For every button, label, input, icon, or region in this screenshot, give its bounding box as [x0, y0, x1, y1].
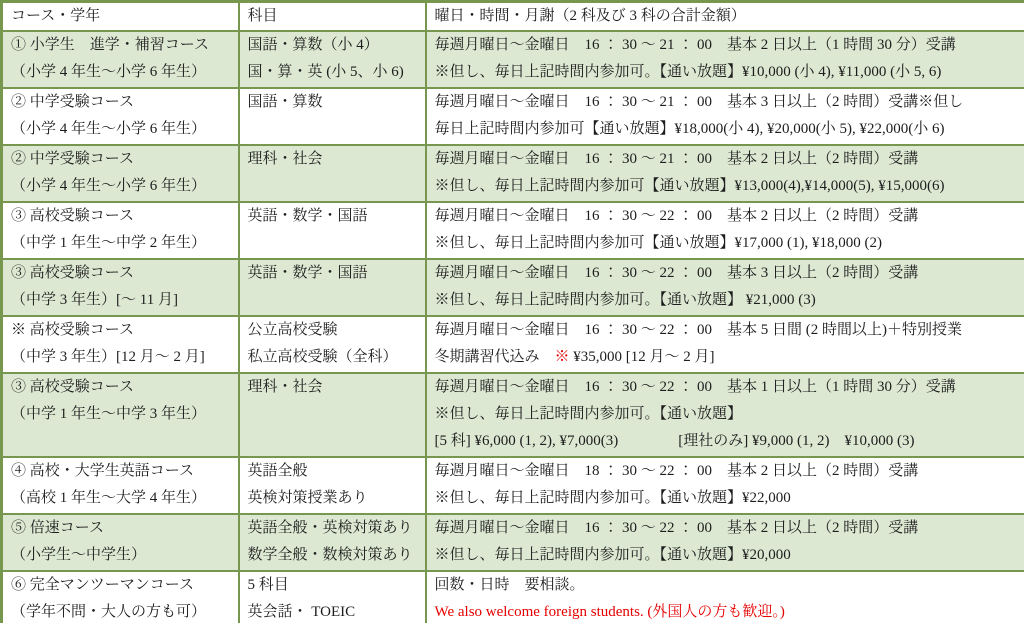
text-segment: 毎週月曜日～金曜日 16 ： 30 ～ 22 ： 00 基本 2 日以上（2 時間）受講: [434, 208, 919, 224]
text-segment: 理科・社会: [247, 379, 323, 395]
cell-line: [435, 230, 1019, 257]
text-segment: （高校 1 年生～大学 4 年生）: [11, 490, 207, 506]
text-segment: 数学全般・数検対策あり: [247, 547, 413, 563]
text-segment: 毎週月曜日～金曜日 16 ： 30 ～ 21 ： 00 基本 2 日以上（2 時間）受講: [434, 151, 919, 167]
cell-line: [11, 515, 232, 542]
course-cell: [2, 373, 239, 457]
text-segment: （小学生～中学生）: [11, 547, 147, 563]
schedule-cell: [426, 571, 1024, 623]
text-segment: ③ 高校受験コース: [11, 208, 135, 224]
text-segment: 毎週月曜日～金曜日 16 ： 30 ～ 21 ： 00 基本 3 日以上（2 時間）受講※但し: [434, 94, 964, 110]
course-cell: [2, 514, 239, 571]
cell-line: [11, 542, 232, 569]
cell-line: [248, 146, 419, 173]
text-segment: ¥35,000 [12 月～ 2 月]: [569, 349, 715, 365]
subject-cell: [239, 514, 426, 571]
table-row: [2, 259, 1024, 316]
cell-line: [435, 32, 1019, 59]
schedule-cell: [426, 457, 1024, 514]
text-segment: （中学 1 年生～中学 2 年生）: [11, 235, 207, 251]
cell-line: [435, 572, 1019, 599]
cell-line: [11, 116, 232, 143]
cell-line: [248, 32, 419, 59]
course-cell: [2, 88, 239, 145]
cell-line: [11, 32, 232, 59]
text-segment: （中学 3 年生）[12 月～ 2 月]: [11, 349, 205, 365]
text-segment: ※但し、毎日上記時間内参加可。【通い放題】 ¥21,000 (3): [434, 292, 816, 308]
cell-line: [248, 89, 419, 116]
cell-line: [435, 344, 1019, 371]
schedule-cell: [426, 88, 1024, 145]
text-segment: 回数・日時 要相談。: [434, 577, 585, 593]
text-segment: 国・算・英 (小 5、小 6): [247, 64, 404, 80]
cell-line: [11, 599, 232, 623]
cell-line: [11, 173, 232, 200]
text-segment: 国語・算数（小 4）: [247, 37, 379, 53]
text-segment: 英検対策授業あり: [247, 490, 368, 506]
header-schedule-fee: 曜日・時間・月謝（2 科及び 3 科の合計金額）: [426, 2, 1024, 32]
cell-line: [11, 401, 232, 428]
subject-cell: [239, 457, 426, 514]
schedule-cell: [426, 145, 1024, 202]
course-cell: [2, 457, 239, 514]
text-segment: 国語・算数: [247, 94, 323, 110]
table-row: [2, 571, 1024, 623]
cell-line: [11, 203, 232, 230]
text-segment: ※但し、毎日上記時間内参加可。【通い放題】¥10,000 (小 4), ¥11,000 (小 5, 6): [434, 64, 942, 80]
text-segment: ※ 高校受験コース: [11, 322, 135, 338]
cell-line: [435, 515, 1019, 542]
text-segment: ③ 高校受験コース: [11, 265, 135, 281]
text-segment: ② 中学受験コース: [11, 151, 135, 167]
cell-line: [435, 458, 1019, 485]
schedule-cell: [426, 31, 1024, 88]
cell-line: [248, 317, 419, 344]
schedule-cell: [426, 514, 1024, 571]
text-segment: ③ 高校受験コース: [11, 379, 135, 395]
text-segment: ※但し、毎日上記時間内参加可。【通い放題】¥22,000: [434, 490, 791, 506]
cell-line: [435, 485, 1019, 512]
subject-cell: [239, 145, 426, 202]
text-segment: ② 中学受験コース: [11, 94, 135, 110]
course-cell: [2, 571, 239, 623]
text-segment: 毎日上記時間内参加可【通い放題】¥18,000(小 4), ¥20,000(小 5), ¥22,000(小 6): [434, 121, 945, 137]
text-segment: 英語・数学・国語: [247, 208, 368, 224]
schedule-cell: [426, 316, 1024, 373]
subject-cell: [239, 316, 426, 373]
cell-line: [248, 599, 419, 623]
header-row: [2, 2, 1024, 32]
course-cell: [2, 145, 239, 202]
cell-line: [11, 59, 232, 86]
cell-line: [11, 572, 232, 599]
text-segment: 公立高校受験: [247, 322, 338, 338]
text-segment: 英語全般・英検対策あり: [247, 520, 413, 536]
text-segment: 理科・社会: [247, 151, 323, 167]
cell-line: [11, 485, 232, 512]
cell-line: [435, 173, 1019, 200]
subject-cell: [239, 259, 426, 316]
text-segment: （学年不問・大人の方も可）: [11, 604, 207, 620]
text-segment: 私立高校受験（全科）: [247, 349, 398, 365]
cell-line: [248, 344, 419, 371]
cell-line: [435, 116, 1019, 143]
text-segment: 毎週月曜日～金曜日 16 ： 30 ～ 22 ： 00 基本 2 日以上（2 時間）受講: [434, 520, 919, 536]
cell-line: [248, 59, 419, 86]
text-segment: ① 小学生 進学・補習コース: [11, 37, 210, 53]
table-row: [2, 514, 1024, 571]
header-course-grade: コース・学年: [2, 2, 239, 32]
cell-line: [248, 515, 419, 542]
text-segment: （中学 3 年生）[～ 11 月]: [11, 292, 178, 308]
cell-line: [11, 287, 232, 314]
cell-line: [248, 260, 419, 287]
cell-line: [435, 89, 1019, 116]
cell-line: [11, 317, 232, 344]
cell-line: [435, 401, 1019, 428]
text-segment: ⑤ 倍速コース: [11, 520, 105, 536]
cell-line: [11, 344, 232, 371]
table-row: [2, 31, 1024, 88]
cell-line: [435, 599, 1019, 623]
cell-line: [248, 203, 419, 230]
text-segment: 冬期講習代込み: [434, 349, 555, 365]
schedule-cell: [426, 373, 1024, 457]
cell-line: [248, 572, 419, 599]
cell-line: [11, 458, 232, 485]
cell-line: [11, 374, 232, 401]
cell-line: [435, 203, 1019, 230]
text-segment: ④ 高校・大学生英語コース: [11, 463, 195, 479]
text-segment: 英語・数学・国語: [247, 265, 368, 281]
text-segment: [5 科] ¥6,000 (1, 2), ¥7,000(3) [理社のみ] ¥9,000 (1, 2) ¥10,000 (3): [434, 433, 915, 449]
cell-line: [435, 260, 1019, 287]
subject-cell: [239, 31, 426, 88]
cell-line: [11, 146, 232, 173]
cell-line: [248, 374, 419, 401]
course-cell: [2, 31, 239, 88]
table-row: [2, 457, 1024, 514]
text-segment: 5 科目: [247, 577, 289, 593]
cell-line: [435, 146, 1019, 173]
subject-cell: [239, 571, 426, 623]
schedule-cell: [426, 259, 1024, 316]
text-segment: ※但し、毎日上記時間内参加可。【通い放題】: [434, 406, 743, 422]
table-row: [2, 373, 1024, 457]
red-text-segment: We also welcome foreign students. (外国人の方も歓迎。): [434, 604, 785, 620]
text-segment: 毎週月曜日～金曜日 16 ： 30 ～ 22 ： 00 基本 5 日間 (2 時間以上)＋特別授業: [434, 322, 962, 338]
text-segment: 毎週月曜日～金曜日 16 ： 30 ～ 21 ： 00 基本 2 日以上（1 時間 30 分）受講: [434, 37, 956, 53]
table-row: [2, 88, 1024, 145]
course-cell: [2, 259, 239, 316]
text-segment: 毎週月曜日～金曜日 18 ： 30 ～ 22 ： 00 基本 2 日以上（2 時間）受講: [434, 463, 919, 479]
subject-cell: [239, 373, 426, 457]
text-segment: （小学 4 年生～小学 6 年生）: [11, 64, 207, 80]
table-row: [2, 316, 1024, 373]
course-cell: [2, 202, 239, 259]
subject-cell: [239, 88, 426, 145]
schedule-cell: [426, 202, 1024, 259]
cell-line: [435, 287, 1019, 314]
red-text-segment: ※: [554, 349, 570, 365]
cell-line: [248, 458, 419, 485]
cell-line: [11, 230, 232, 257]
course-cell: [2, 316, 239, 373]
text-segment: 英語全般: [247, 463, 308, 479]
text-segment: （中学 1 年生～中学 3 年生）: [11, 406, 207, 422]
cell-line: [435, 317, 1019, 344]
cell-line: [11, 260, 232, 287]
cell-line: [435, 542, 1019, 569]
cell-line: [435, 374, 1019, 401]
cell-line: [11, 89, 232, 116]
text-segment: 毎週月曜日～金曜日 16 ： 30 ～ 22 ： 00 基本 1 日以上（1 時間 30 分）受講: [434, 379, 956, 395]
cell-line: [248, 485, 419, 512]
text-segment: ⑥ 完全マンツーマンコース: [11, 577, 195, 593]
text-segment: （小学 4 年生～小学 6 年生）: [11, 178, 207, 194]
text-segment: （小学 4 年生～小学 6 年生）: [11, 121, 207, 137]
text-segment: 英会話・ TOEIC: [247, 604, 356, 620]
text-segment: ※但し、毎日上記時間内参加可【通い放題】¥17,000 (1), ¥18,000 (2): [434, 235, 882, 251]
text-segment: ※但し、毎日上記時間内参加可。【通い放題】¥20,000: [434, 547, 791, 563]
table-body: [2, 31, 1024, 623]
cell-line: [248, 542, 419, 569]
text-segment: ※但し、毎日上記時間内参加可【通い放題】¥13,000(4),¥14,000(5), ¥15,000(6): [434, 178, 945, 194]
text-segment: 毎週月曜日～金曜日 16 ： 30 ～ 22 ： 00 基本 3 日以上（2 時間）受講: [434, 265, 919, 281]
subject-cell: [239, 202, 426, 259]
table-row: [2, 145, 1024, 202]
cell-line: [435, 59, 1019, 86]
table-row: [2, 202, 1024, 259]
header-subject: 科目: [239, 2, 426, 32]
cell-line: [435, 428, 1019, 455]
